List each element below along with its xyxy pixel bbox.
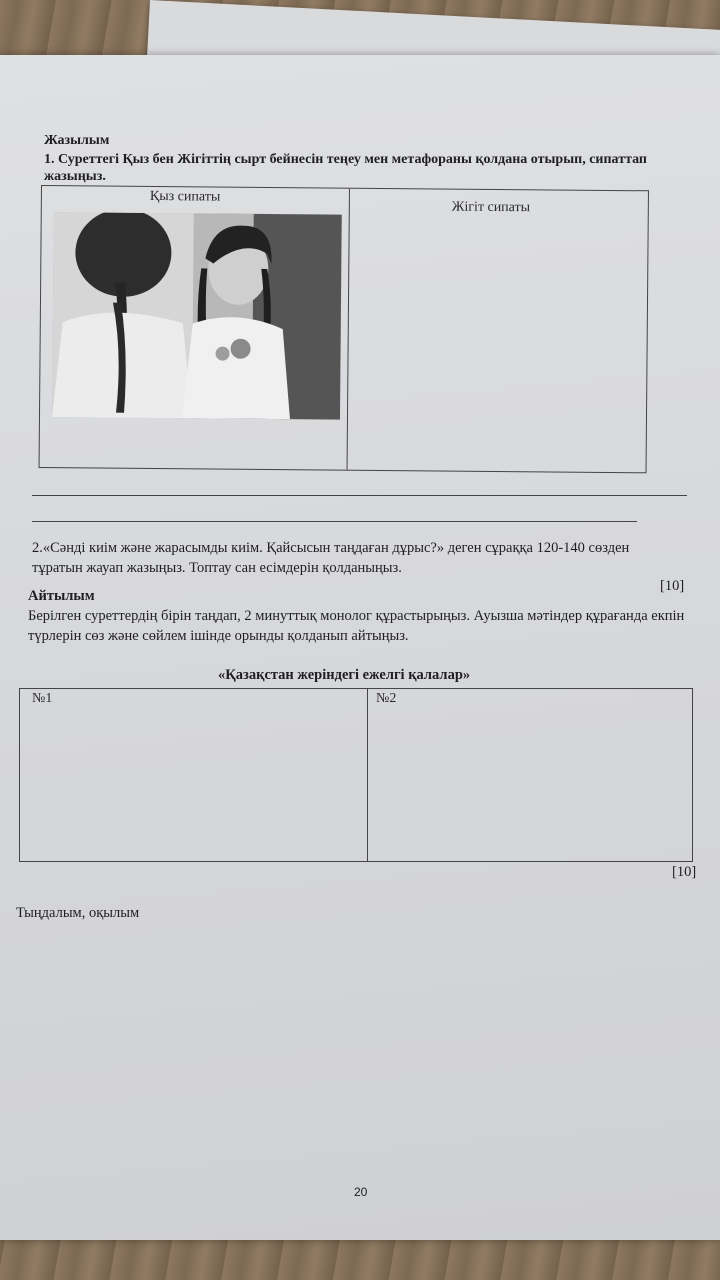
page-number: 20 bbox=[354, 1185, 368, 1199]
column-header-no2: №2 bbox=[376, 691, 397, 706]
description-table bbox=[39, 185, 649, 473]
table-divider bbox=[367, 689, 368, 861]
task-3-text: Берілген суреттердің бірін таңдап, 2 минуттық монолог құрастырыңыз. Ауызша мәтіндер құрағанда екпін түрлерін сөз және сөйлем ішінде орынды қолданып айтыңыз. bbox=[28, 608, 685, 644]
photo-girls bbox=[52, 212, 342, 420]
score-task-3: [10] bbox=[672, 864, 697, 880]
cities-table bbox=[19, 688, 693, 862]
worksheet-page bbox=[0, 55, 720, 1240]
column-header-girl: Қыз сипаты bbox=[149, 188, 221, 205]
column-header-boy: Жігіт сипаты bbox=[451, 199, 531, 216]
task-1-text: 1. Суреттегі Қыз бен Жігіттің сырт бейнесін теңеу мен метафораны қолдана отырып, сипаттап жазыңыз. bbox=[44, 152, 647, 184]
answer-line-2 bbox=[32, 521, 637, 522]
answer-line-1 bbox=[32, 495, 687, 496]
cities-table-title: «Қазақстан жеріндегі ежелгі қалалар» bbox=[218, 667, 471, 683]
task-2-text: 2.«Сәнді киім және жарасымды киім. Қайсысын таңдаған дұрыс?» деген сұраққа 120-140 сөзден тұратын жауап жазыңыз. Топтау сан есімдерін қолданыңыз. bbox=[32, 540, 630, 576]
table-divider bbox=[347, 189, 350, 470]
section-heading-speaking: Айтылым bbox=[28, 588, 95, 604]
photo-illustration bbox=[52, 212, 342, 420]
section-heading-writing: Жазылым bbox=[44, 133, 110, 148]
column-header-no1: №1 bbox=[32, 691, 53, 706]
score-task-2: [10] bbox=[660, 578, 685, 594]
section-heading-listening-reading: Тыңдалым, оқылым bbox=[16, 905, 140, 921]
